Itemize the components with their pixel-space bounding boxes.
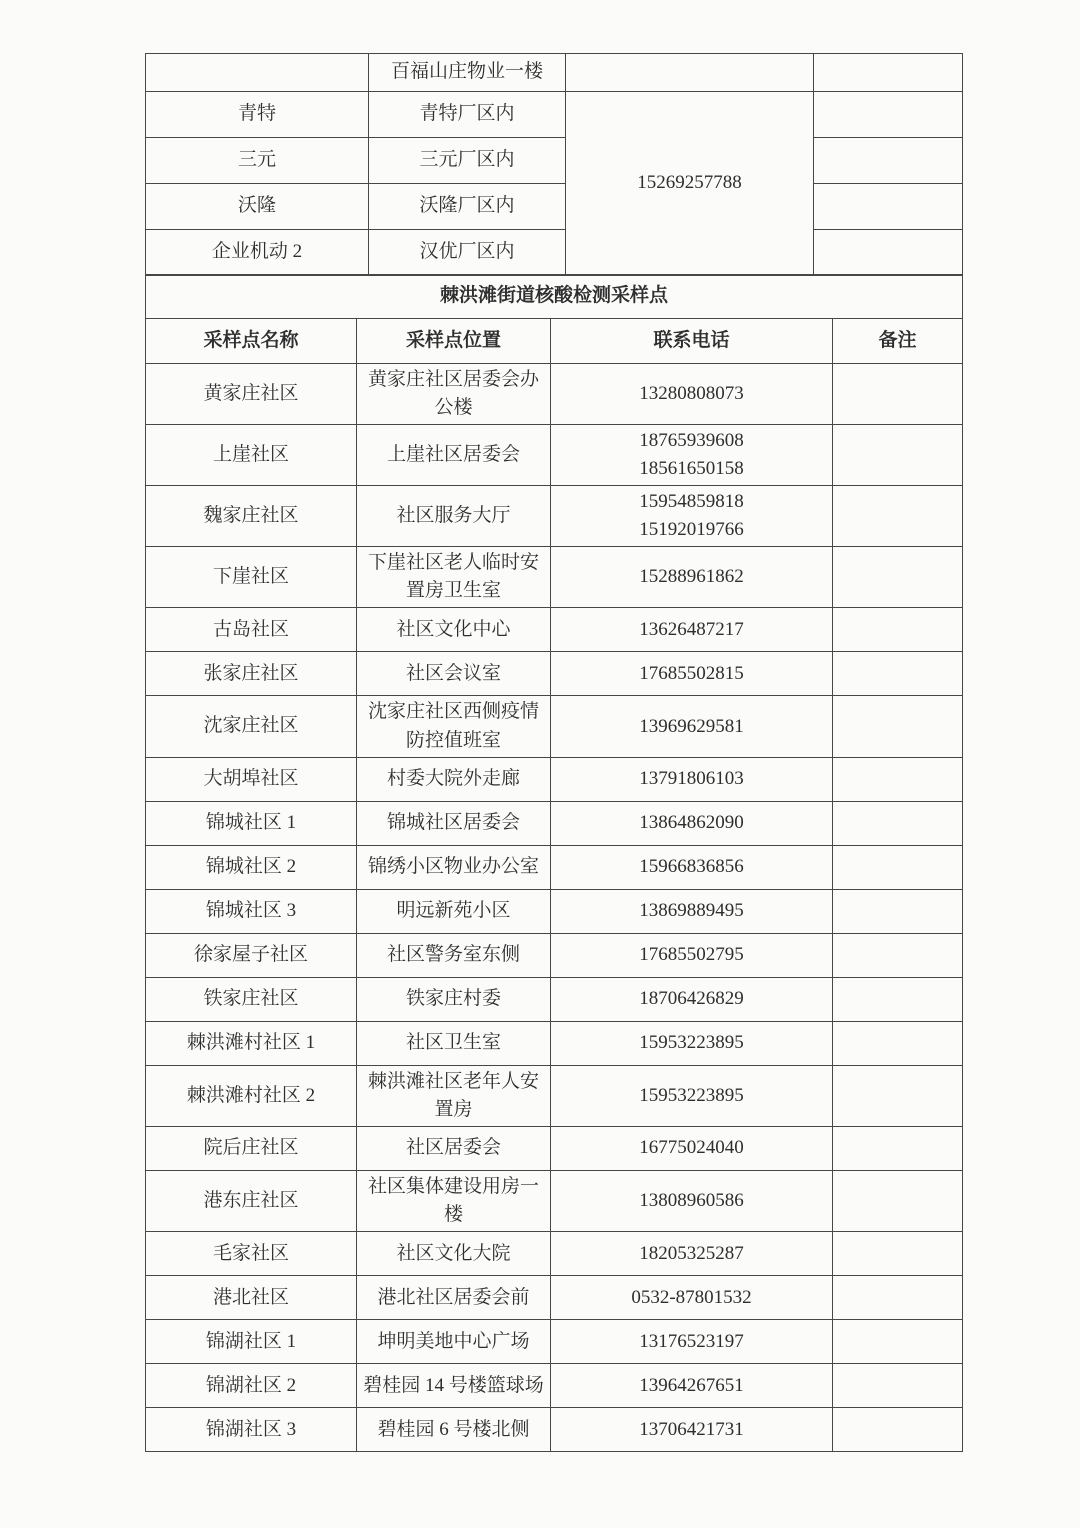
cell-contact-phone: [551, 547, 833, 608]
cell-note: [833, 547, 963, 608]
cell-note: [814, 54, 963, 92]
phone-number: 13176523197: [639, 1330, 744, 1352]
cell-note: [833, 486, 963, 547]
cell-note: [833, 1320, 963, 1364]
cell-sampling-location: 沃隆厂区内: [369, 184, 566, 230]
table-row: [146, 652, 963, 696]
cell-sampling-name: 锦湖社区 3: [146, 1408, 357, 1452]
table-row: [146, 1170, 963, 1231]
cell-sampling-name: 张家庄社区: [146, 652, 357, 696]
continuation-row: [146, 54, 963, 92]
cell-contact-phone: [551, 977, 833, 1021]
cell-sampling-name: 院后庄社区: [146, 1126, 357, 1170]
cell-sampling-name: 港东庄社区: [146, 1170, 357, 1231]
cell-note: [833, 1021, 963, 1065]
table-row: [146, 1021, 963, 1065]
header-note: 备注: [833, 319, 963, 364]
header-sampling-location: 采样点位置: [357, 319, 551, 364]
continuation-row: [146, 230, 963, 276]
cell-sampling-name: 锦城社区 2: [146, 845, 357, 889]
table-row: [146, 801, 963, 845]
cell-sampling-location: 棘洪滩社区老年人安置房: [357, 1065, 551, 1126]
section-title: 棘洪滩街道核酸检测采样点: [146, 275, 963, 319]
cell-note: [833, 364, 963, 425]
table-row: [146, 1320, 963, 1364]
phone-number: 13280808073: [639, 383, 744, 405]
cell-contact-phone: [551, 652, 833, 696]
table-row: [146, 977, 963, 1021]
phone-number: 18561650158: [639, 458, 744, 480]
phone-number: 17685502795: [639, 944, 744, 966]
table-row: [146, 757, 963, 801]
cell-contact-phone: [551, 1320, 833, 1364]
phone-number: 18765939608: [639, 430, 744, 452]
cell-sampling-name: 锦湖社区 1: [146, 1320, 357, 1364]
phone-number: 13964267651: [639, 1374, 744, 1396]
phone-number: 0532-87801532: [631, 1286, 752, 1308]
cell-note: [833, 1065, 963, 1126]
cell-sampling-location: 黄家庄社区居委会办公楼: [357, 364, 551, 425]
table-row: [146, 425, 963, 486]
cell-sampling-name: 黄家庄社区: [146, 364, 357, 425]
header-sampling-name: 采样点名称: [146, 319, 357, 364]
cell-sampling-location: 社区会议室: [357, 652, 551, 696]
cell-contact-phone: [551, 1065, 833, 1126]
cell-note: [833, 845, 963, 889]
cell-note: [833, 977, 963, 1021]
cell-sampling-name: 港北社区: [146, 1276, 357, 1320]
continuation-row: [146, 138, 963, 184]
cell-sampling-name: 锦城社区 3: [146, 889, 357, 933]
cell-sampling-name: 棘洪滩村社区 1: [146, 1021, 357, 1065]
cell-contact-phone: [551, 933, 833, 977]
cell-sampling-location: 碧桂园 6 号楼北侧: [357, 1408, 551, 1452]
cell-sampling-name: 棘洪滩村社区 2: [146, 1065, 357, 1126]
cell-contact-phone: [551, 1170, 833, 1231]
phone-number: 15954859818: [639, 491, 744, 513]
cell-sampling-location: 社区卫生室: [357, 1021, 551, 1065]
sampling-points-table: [145, 274, 963, 1452]
cell-contact-phone: [551, 801, 833, 845]
cell-sampling-location: 三元厂区内: [369, 138, 566, 184]
header-contact-phone: 联系电话: [551, 319, 833, 364]
table-row: [146, 1276, 963, 1320]
cell-contact-phone: [551, 608, 833, 652]
phone-number: 13869889495: [639, 900, 744, 922]
cell-contact-phone: [551, 364, 833, 425]
cell-note: [833, 1126, 963, 1170]
phone-number: 13969629581: [639, 715, 744, 737]
cell-contact-phone-merged: 15269257788: [566, 92, 814, 276]
cell-sampling-location: 社区居委会: [357, 1126, 551, 1170]
cell-note: [833, 1276, 963, 1320]
cell-sampling-location: 青特厂区内: [369, 92, 566, 138]
table-row: [146, 1232, 963, 1276]
cell-contact-phone: [566, 54, 814, 92]
cell-note: [833, 889, 963, 933]
cell-sampling-name: 下崖社区: [146, 547, 357, 608]
table-row: [146, 486, 963, 547]
cell-contact-phone: [551, 1276, 833, 1320]
cell-note: [814, 184, 963, 230]
cell-sampling-name: 徐家屋子社区: [146, 933, 357, 977]
cell-contact-phone: [551, 1408, 833, 1452]
table-row: [146, 933, 963, 977]
cell-note: [833, 1232, 963, 1276]
cell-sampling-location: 百福山庄物业一楼: [369, 54, 566, 92]
continuation-row: [146, 184, 963, 230]
cell-sampling-location: 沈家庄社区西侧疫情防控值班室: [357, 696, 551, 757]
cell-note: [833, 425, 963, 486]
cell-sampling-name: 魏家庄社区: [146, 486, 357, 547]
cell-contact-phone: [551, 1021, 833, 1065]
table-row: [146, 1364, 963, 1408]
cell-sampling-name: 沃隆: [146, 184, 369, 230]
phone-number: 15288961862: [639, 566, 744, 588]
cell-sampling-location: 坤明美地中心广场: [357, 1320, 551, 1364]
cell-sampling-location: 社区服务大厅: [357, 486, 551, 547]
cell-sampling-name: 上崖社区: [146, 425, 357, 486]
continuation-table: [145, 53, 963, 276]
cell-sampling-location: 社区文化中心: [357, 608, 551, 652]
table-row: [146, 364, 963, 425]
cell-sampling-location: 碧桂园 14 号楼篮球场: [357, 1364, 551, 1408]
cell-sampling-name: 三元: [146, 138, 369, 184]
continuation-row: [146, 92, 963, 138]
phone-number: 15192019766: [639, 519, 744, 541]
cell-sampling-name: 沈家庄社区: [146, 696, 357, 757]
header-row: [146, 319, 963, 364]
table-row: [146, 1408, 963, 1452]
cell-sampling-name: 铁家庄社区: [146, 977, 357, 1021]
cell-sampling-location: 下崖社区老人临时安置房卫生室: [357, 547, 551, 608]
cell-note: [833, 1170, 963, 1231]
cell-note: [814, 138, 963, 184]
cell-sampling-location: 锦绣小区物业办公室: [357, 845, 551, 889]
cell-contact-phone: [551, 757, 833, 801]
cell-sampling-location: 社区警务室东侧: [357, 933, 551, 977]
table-row: [146, 1126, 963, 1170]
cell-sampling-location: 上崖社区居委会: [357, 425, 551, 486]
table-row: [146, 845, 963, 889]
cell-contact-phone: [551, 1126, 833, 1170]
cell-note: [833, 1408, 963, 1452]
cell-note: [833, 696, 963, 757]
cell-contact-phone: [551, 486, 833, 547]
cell-contact-phone: [551, 1232, 833, 1276]
cell-sampling-location: 明远新苑小区: [357, 889, 551, 933]
cell-sampling-location: 社区文化大院: [357, 1232, 551, 1276]
cell-sampling-name: 锦湖社区 2: [146, 1364, 357, 1408]
cell-contact-phone: [551, 696, 833, 757]
phone-number: 15953223895: [639, 1032, 744, 1054]
cell-note: [833, 801, 963, 845]
cell-sampling-name: 毛家社区: [146, 1232, 357, 1276]
cell-note: [833, 757, 963, 801]
cell-sampling-name: [146, 54, 369, 92]
cell-sampling-location: 社区集体建设用房一楼: [357, 1170, 551, 1231]
cell-contact-phone: [551, 425, 833, 486]
phone-number: 17685502815: [639, 662, 744, 684]
phone-number: 18706426829: [639, 988, 744, 1010]
phone-number: 13626487217: [639, 618, 744, 640]
cell-sampling-location: 铁家庄村委: [357, 977, 551, 1021]
cell-sampling-name: 锦城社区 1: [146, 801, 357, 845]
phone-number: 13791806103: [639, 768, 744, 790]
phone-number: 13706421731: [639, 1418, 744, 1440]
phone-number: 15966836856: [639, 856, 744, 878]
cell-note: [814, 230, 963, 276]
table-row: [146, 889, 963, 933]
cell-note: [814, 92, 963, 138]
cell-contact-phone: [551, 845, 833, 889]
cell-note: [833, 652, 963, 696]
phone-number: 15953223895: [639, 1084, 744, 1106]
phone-number: 16775024040: [639, 1137, 744, 1159]
cell-sampling-location: 锦城社区居委会: [357, 801, 551, 845]
table-row: [146, 608, 963, 652]
cell-sampling-name: 企业机动 2: [146, 230, 369, 276]
phone-number: 13864862090: [639, 812, 744, 834]
phone-number: 18205325287: [639, 1242, 744, 1264]
cell-sampling-location: 汉优厂区内: [369, 230, 566, 276]
cell-note: [833, 608, 963, 652]
cell-sampling-location: 港北社区居委会前: [357, 1276, 551, 1320]
section-title-row: [146, 275, 963, 319]
table-row: [146, 696, 963, 757]
cell-sampling-name: 大胡埠社区: [146, 757, 357, 801]
cell-sampling-name: 古岛社区: [146, 608, 357, 652]
table-row: [146, 1065, 963, 1126]
cell-sampling-name: 青特: [146, 92, 369, 138]
cell-note: [833, 933, 963, 977]
cell-sampling-location: 村委大院外走廊: [357, 757, 551, 801]
phone-number: 13808960586: [639, 1189, 744, 1211]
cell-contact-phone: [551, 889, 833, 933]
cell-contact-phone: [551, 1364, 833, 1408]
table-row: [146, 547, 963, 608]
cell-note: [833, 1364, 963, 1408]
